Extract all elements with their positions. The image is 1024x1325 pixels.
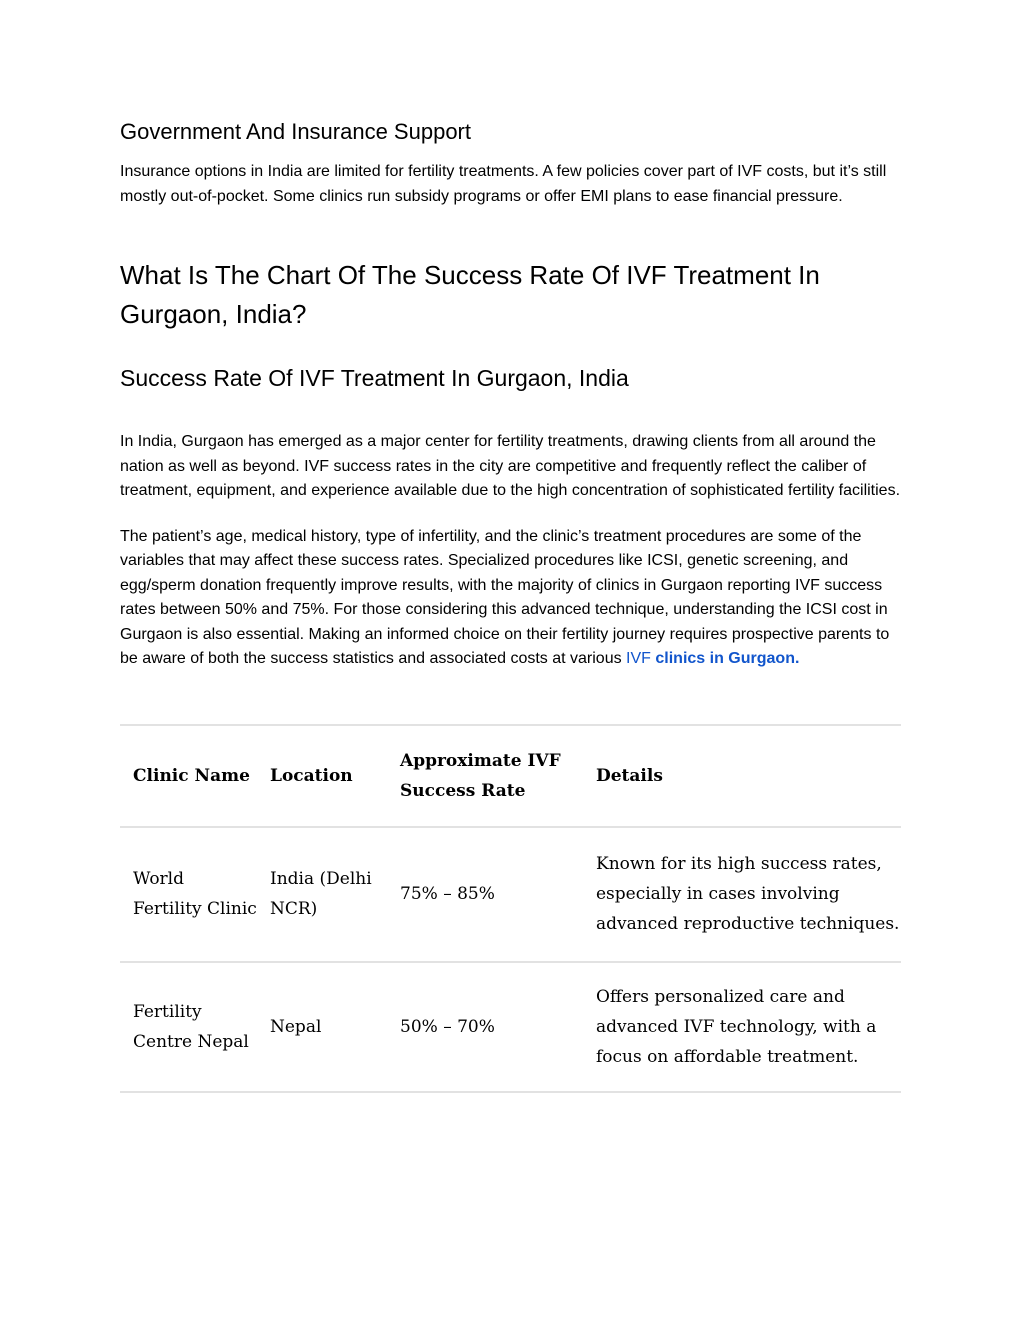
cell-details: Offers personalized care and advanced IVF technology, with a focus on affordable treatment. — [596, 986, 877, 1067]
ivf-clinics-gurgaon-link[interactable] — [626, 650, 799, 667]
link-text-regular: IVF — [626, 650, 656, 667]
heading-success-rate-gurgaon: Success Rate Of IVF Treatment In Gurgaon, India — [120, 365, 629, 391]
link-text-bold: clinics in Gurgaon. — [655, 650, 800, 667]
cell-success-rate: 75% – 85% — [400, 884, 495, 904]
table-row — [120, 827, 901, 962]
cell-clinic-name: World Fertility Clinic — [133, 869, 257, 919]
paragraph-insurance-support: Insurance options in India are limited for fertility treatments. A few policies cover part of IVF costs, but it’s still mostly out-of-pocket. Some clinics run subsidy programs or offer EMI plans to ease financial pressure. — [120, 163, 887, 205]
cell-location: Nepal — [270, 1016, 322, 1037]
clinics-table-header — [120, 725, 901, 827]
column-header-success-rate: Approximate IVF Success Rate — [400, 750, 561, 801]
cell-location: India (Delhi NCR) — [270, 869, 372, 919]
paragraph-gurgaon-intro: In India, Gurgaon has emerged as a major center for fertility treatments, drawing clients from all around the nation as well as beyond. IVF success rates in the city are competitive and frequently reflect the caliber of treatment, equipment, and experience available due to the high concentration of sophisticated fertility facilities. — [120, 433, 901, 499]
column-header-clinic-name: Clinic Name — [133, 765, 250, 786]
table-row — [120, 962, 901, 1092]
column-header-location: Location — [270, 765, 353, 786]
table-header-row — [120, 725, 901, 827]
clinics-table — [120, 724, 901, 1093]
paragraph-success-variables — [120, 525, 901, 672]
column-header-details: Details — [596, 765, 663, 786]
heading-government-insurance-support: Government And Insurance Support — [120, 119, 471, 144]
cell-success-rate: 50% – 70% — [400, 1016, 495, 1037]
paragraph-success-variables-text: The patient’s age, medical history, type of infertility, and the clinic’s treatment procedures are some of the variables that may affect these success rates. Specialized procedures like ICSI, genetic screening, and egg/sperm donation frequently improve results, with the majority of clinics in Gurgaon reporting IVF success rates between 50% and 75%. For those considering this advanced technique, understanding the ICSI cost in Gurgaon is also essential. Making an informed choice on their fertility journey requires prospective parents to be aware of both the success statistics and associated costs at various — [120, 527, 890, 667]
cell-clinic-name: Fertility Centre Nepal — [133, 1001, 249, 1052]
heading-chart-of-success-rate: What Is The Chart Of The Success Rate Of IVF Treatment In Gurgaon, India? — [120, 260, 820, 329]
cell-details: Known for its high success rates, especially in cases involving advanced reproductive techniques. — [596, 854, 900, 934]
